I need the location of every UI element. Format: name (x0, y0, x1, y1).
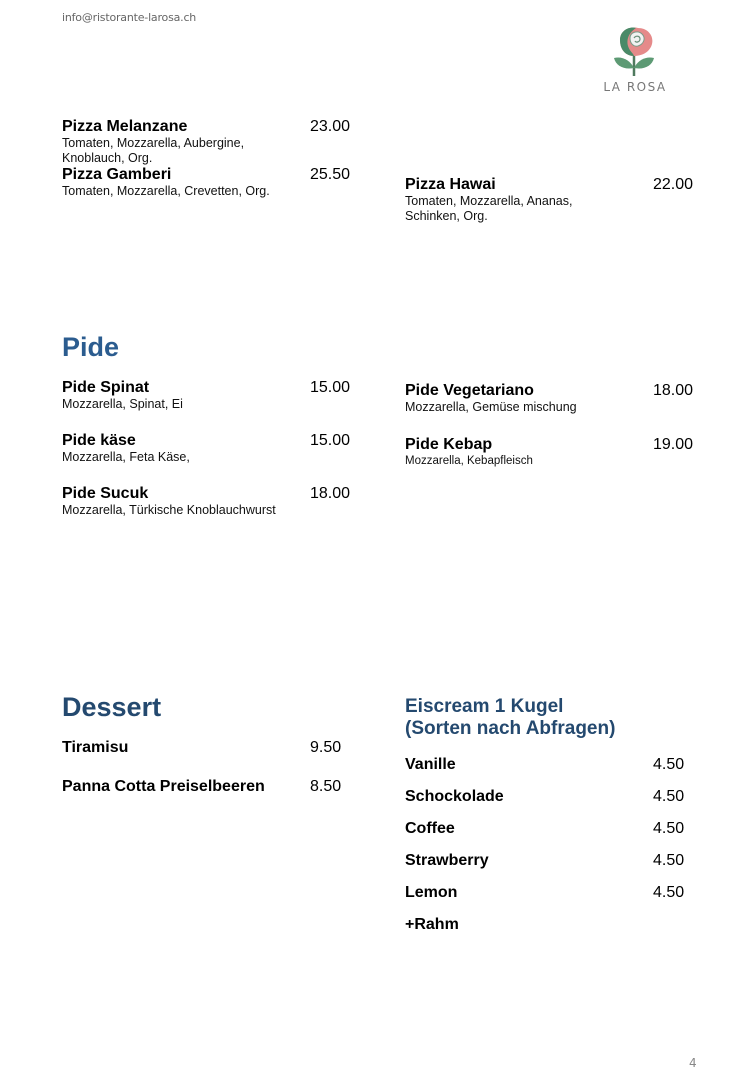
item-price: 19.00 (653, 436, 694, 453)
item-name: Pizza Gamberi (62, 166, 172, 183)
item-price: 25.50 (310, 166, 351, 183)
item-price: 22.00 (653, 176, 694, 193)
item-description: Mozzarella, Kebapfleisch (405, 455, 533, 467)
item-name: Pide Sucuk (62, 485, 149, 502)
item-name: Vanille (405, 756, 456, 773)
item-price: 4.50 (653, 756, 685, 773)
item-name: Strawberry (405, 852, 489, 869)
item-name: Tiramisu (62, 739, 129, 756)
rose-icon (600, 24, 670, 78)
item-name: Pizza Melanzane (62, 118, 188, 135)
item-name: Pide Kebap (405, 436, 493, 453)
item-name: Pide käse (62, 432, 136, 449)
section-subtitle-eiscream: (Sorten nach Abfragen) (405, 718, 616, 739)
item-price: 15.00 (310, 379, 351, 396)
page-number: 4 (689, 1056, 697, 1070)
item-description: Tomaten, Mozzarella, Ananas, (405, 194, 573, 208)
la-rosa-logo (600, 24, 670, 96)
item-price: 18.00 (310, 485, 351, 502)
email-address: info@ristorante-larosa.ch (62, 11, 197, 24)
item-description: Tomaten, Mozzarella, Aubergine, (62, 136, 245, 150)
item-name: Pide Vegetariano (405, 382, 534, 399)
item-description: Mozzarella, Gemüse mischung (405, 400, 577, 414)
item-price: 4.50 (653, 820, 685, 837)
item-description: Knoblauch, Org. (62, 151, 153, 165)
item-name: Pizza Hawai (405, 176, 496, 193)
item-price: 9.50 (310, 739, 342, 756)
item-description: Mozzarella, Feta Käse, (62, 450, 190, 464)
item-name: Lemon (405, 884, 458, 901)
section-title-pide: Pide (62, 332, 120, 362)
item-name: Panna Cotta Preiselbeeren (62, 778, 265, 795)
item-price: 4.50 (653, 788, 685, 805)
item-name: Pide Spinat (62, 379, 150, 396)
logo-text: LA ROSA (603, 80, 667, 94)
item-name: Coffee (405, 820, 455, 837)
item-price: 4.50 (653, 852, 685, 869)
item-description: Mozzarella, Spinat, Ei (62, 397, 183, 411)
item-price: 23.00 (310, 118, 351, 135)
item-price: 18.00 (653, 382, 694, 399)
item-price: 8.50 (310, 778, 342, 795)
item-description: Mozzarella, Türkische Knoblauchwurst (62, 503, 276, 517)
item-description: Tomaten, Mozzarella, Crevetten, Org. (62, 184, 270, 198)
item-price: 15.00 (310, 432, 351, 449)
extra-rahm: +Rahm (405, 916, 459, 933)
item-name: Schockolade (405, 788, 504, 805)
item-description: Schinken, Org. (405, 209, 488, 223)
section-title-dessert: Dessert (62, 692, 162, 722)
item-price: 4.50 (653, 884, 685, 901)
section-title-eiscream: Eiscream 1 Kugel (405, 696, 564, 717)
